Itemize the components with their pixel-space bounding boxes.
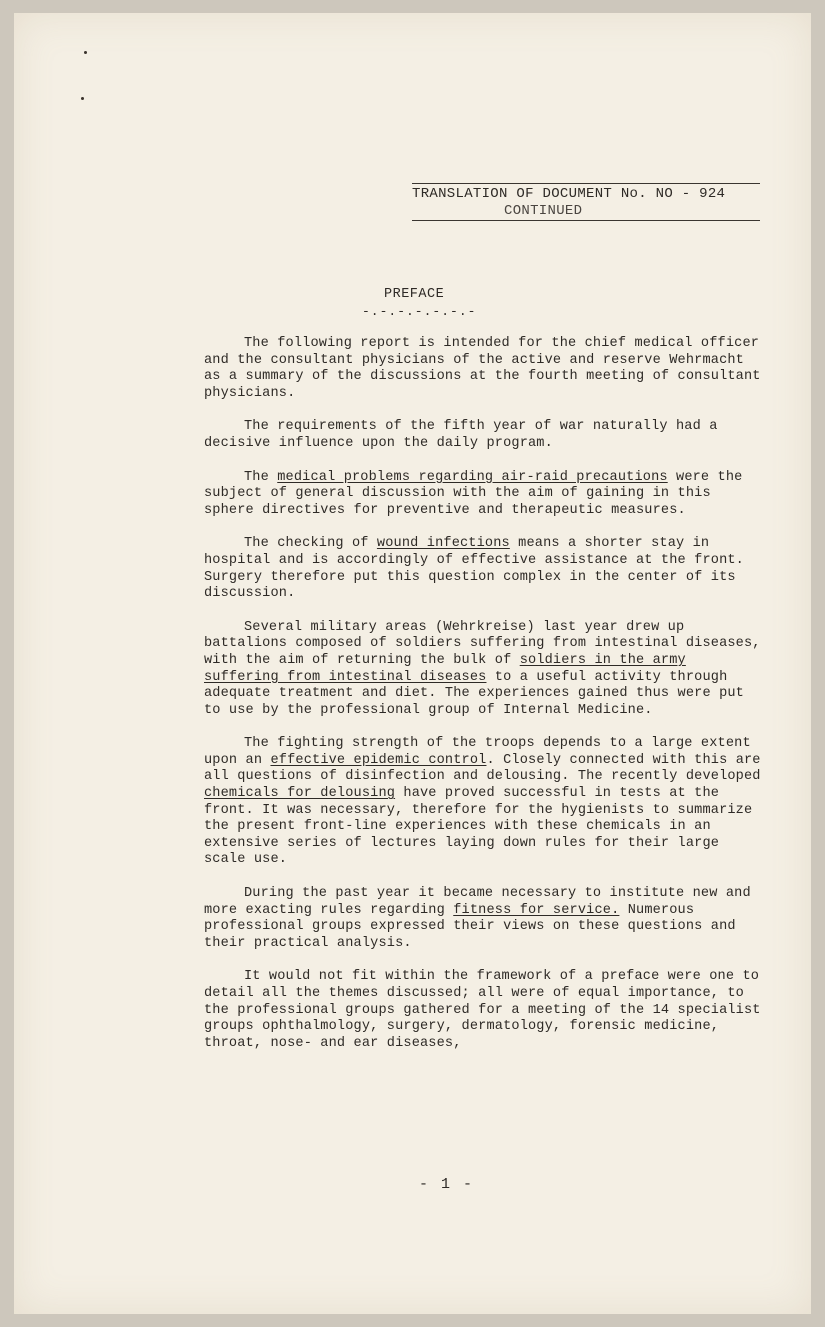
text-run: The fighting strength of the troops depends to a large extent upon an <box>204 736 751 768</box>
page-number: - 1 - <box>419 1176 475 1193</box>
translation-header <box>412 183 760 221</box>
paragraph <box>204 969 764 1052</box>
text-run: Numerous professional groups expressed their views on these questions and their practical analysis. <box>204 902 736 951</box>
paragraph <box>204 886 764 952</box>
text-run: The checking of <box>244 536 377 552</box>
text-run: Several military areas (Wehrkreise) last year drew up battalions composed of soldiers suffering from intestinal diseases, with the aim of returning the bulk of <box>204 619 761 668</box>
paragraph <box>204 736 764 869</box>
page-title: PREFACE <box>384 287 445 302</box>
underlined-text: soldiers in the army suffering from intestinal diseases <box>204 652 686 685</box>
paragraph <box>204 536 764 602</box>
body-text <box>204 336 764 1069</box>
underlined-text: medical problems regarding air-raid precautions <box>277 469 668 485</box>
paper-speck <box>81 97 84 100</box>
text-run: It would not fit within the framework of a preface were one to detail all the themes discussed; all were of equal importance, to the professional groups gathered for a meeting of the 14 specialist groups ophthalmology, surgery, dermatology, forensic medicine, throat, nose- and ear diseases, <box>204 969 761 1051</box>
paper-speck <box>84 51 87 54</box>
underlined-text: effective epidemic control <box>270 752 487 768</box>
underlined-text: fitness for service. <box>453 902 620 918</box>
text-run: The requirements of the fifth year of war naturally had a decisive influence upon the daily program. <box>204 419 718 451</box>
paragraph <box>204 470 764 520</box>
paragraph <box>204 419 764 452</box>
text-run: means a shorter stay in hospital and is accordingly of effective assistance at the front. Surgery therefore put this question complex in the center of its discussion. <box>204 536 744 602</box>
text-run: The following report is intended for the chief medical officer and the consultant physicians of the active and reserve Wehrmacht as a summary of the discussions at the fourth meeting of consultant physicians. <box>204 336 761 401</box>
underlined-text: chemicals for delousing <box>204 786 396 802</box>
text-run: During the past year it became necessary to institute new and more exacting rules regarding <box>204 886 751 918</box>
paragraph <box>204 620 764 720</box>
text-run: . Closely connected with this are all questions of disinfection and delousing. The recently developed <box>204 752 761 785</box>
document-page <box>14 13 811 1314</box>
text-run: to a useful activity through adequate treatment and diet. The experiences gained thus were put to use by the professional group of Internal Medicine. <box>204 669 744 718</box>
text-run: were the subject of general discussion with the aim of gaining in this sphere directives for preventive and therapeutic measures. <box>204 469 743 518</box>
text-run: have proved successful in tests at the front. It was necessary, therefore for the hygienists to summarize the present front-line experiences with these chemicals in an extensive series of lectures laying down rules for their large scale use. <box>204 786 753 868</box>
header-rule <box>412 183 760 184</box>
underlined-text: wound infections <box>376 536 510 552</box>
text-run: The <box>244 469 278 485</box>
header-line-1: TRANSLATION OF DOCUMENT No. NO - 924 <box>412 186 726 202</box>
header-line-2: CONTINUED <box>412 203 760 221</box>
paragraph <box>204 336 764 402</box>
title-rule: -.-.-.-.-.-.- <box>362 304 477 319</box>
